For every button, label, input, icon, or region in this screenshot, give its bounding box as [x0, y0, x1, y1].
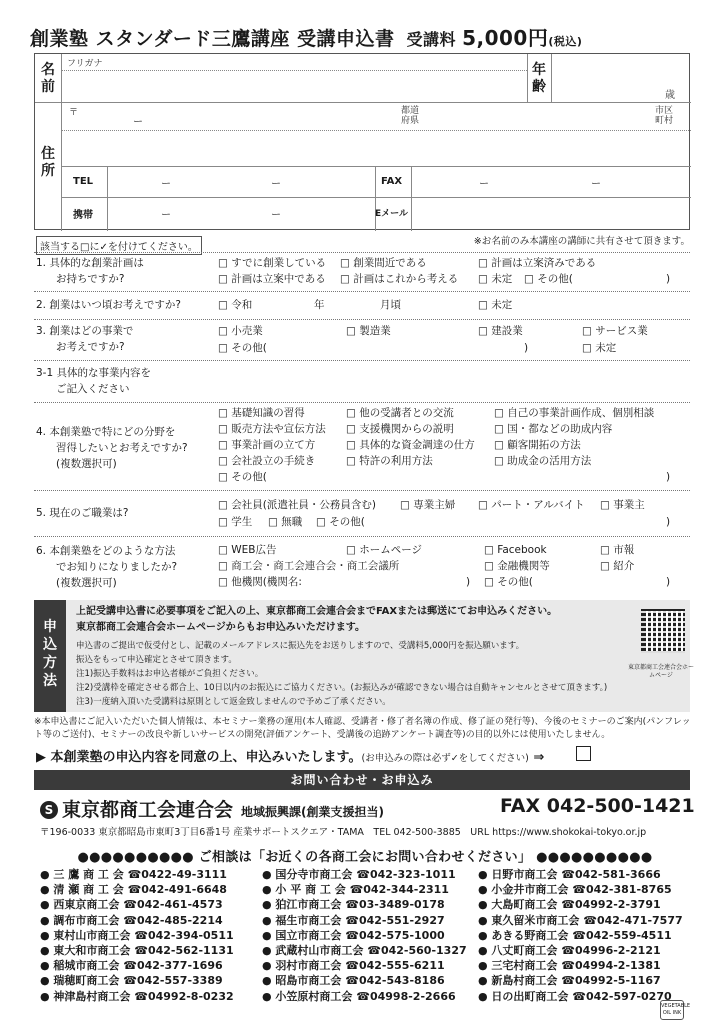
- chamber-item: ● 羽村市商工会 ☎042-555-6211: [262, 959, 445, 973]
- email-label: Eメール: [375, 209, 408, 219]
- fax-dash-1: ー: [479, 179, 489, 190]
- q3-opt-other[interactable]: □ その他(: [218, 342, 267, 354]
- q6-opt-homepage[interactable]: □ ホームページ: [346, 544, 423, 556]
- q1-label-line1: 1. 具体的な創業計画は: [36, 257, 144, 269]
- chamber-item: ● 新島村商工会 ☎04992-5-1167: [478, 974, 661, 988]
- qr-caption: 東京都商工会連合会ホームページ: [627, 664, 694, 679]
- q4-opt-consulting[interactable]: □ 自己の事業計画作成、個別相談: [494, 407, 655, 419]
- q5-opt-other-close: ): [666, 516, 671, 528]
- age-label: 年齢: [532, 62, 546, 95]
- chamber-item: ● 調布市商工会 ☎042-485-2214: [40, 913, 223, 927]
- agree-small: (お申込みの際は必ず✓をしてください): [361, 753, 529, 764]
- apply-note1: 注1)振込手数料はお申込者様がご負担ください。: [76, 669, 264, 679]
- q1-opt-other[interactable]: □ その他(: [524, 273, 573, 285]
- q4-opt-support[interactable]: □ 支援機関からの説明: [346, 423, 454, 435]
- q6-opt-bank[interactable]: □ 金融機関等: [484, 560, 550, 572]
- q31-label-line1: 3-1 具体的な事業内容を: [36, 367, 151, 379]
- privacy-note: ※本申込書にご記入いただいた個人情報は、本セミナー業務の運用(本人確認、受講者・修了者名簿の作成、修了証の発行等)、今後のセミナーのご案内(パンフレット等のご送付)、セミナーの改良や新しいサービスの開発(評価アンケート、受講後の追跡アンケート調査等)の目的以外には使用いたしません。: [34, 717, 691, 740]
- q2-year-label: 年: [314, 299, 325, 311]
- chamber-item: ● 東村山市商工会 ☎042-394-0511: [40, 928, 234, 942]
- fee-tax: (税込): [548, 35, 583, 48]
- age-unit: 歳: [665, 90, 675, 101]
- q4-opt-customers[interactable]: □ 顧客開拓の方法: [494, 439, 581, 451]
- mobile-label: 携帯: [73, 210, 93, 221]
- apply-line2: 東京都商工会連合会ホームページからもお申込みいただけます。: [76, 622, 365, 633]
- q5-opt-student[interactable]: □ 学生: [218, 516, 253, 528]
- q1-opt-undecided[interactable]: □ 未定: [478, 273, 513, 285]
- q4-opt-other[interactable]: □ その他(: [218, 471, 267, 483]
- contact-bar: お問い合わせ・お申込み: [34, 770, 690, 790]
- check-hint: 該当する□に✓を付けてください。: [36, 236, 202, 255]
- q2-opt-reiwa[interactable]: □ 令和: [218, 299, 253, 311]
- page-title: [30, 22, 582, 51]
- chamber-item: ● 西東京商工会 ☎042-461-4573: [40, 898, 223, 912]
- q1-opt-planning[interactable]: □ 計画は立案中である: [218, 273, 326, 285]
- q5-opt-homemaker[interactable]: □ 専業主婦: [400, 499, 456, 511]
- fax-input[interactable]: [415, 168, 687, 194]
- name-input[interactable]: [69, 74, 519, 100]
- q4-opt-patent[interactable]: □ 特許の利用方法: [346, 455, 433, 467]
- chamber-item: ● 三宅村商工会 ☎04994-2-1381: [478, 959, 661, 973]
- chamber-col2: [262, 867, 467, 1004]
- q3-opt-retail[interactable]: □ 小売業: [218, 325, 263, 337]
- q4-label-line2: 習得したいとお考えですか?: [56, 442, 188, 454]
- org-name: [40, 795, 384, 822]
- q1-opt-other-close: ): [666, 273, 671, 285]
- address-input[interactable]: [69, 134, 679, 158]
- chamber-item: ● 清 瀬 商 工 会 ☎042-491-6648: [40, 883, 227, 897]
- q3-label: [36, 323, 133, 355]
- applicant-form: [34, 53, 690, 230]
- q6-opt-chamber[interactable]: □ 商工会・商工会連合会・商工会議所: [218, 560, 400, 572]
- chamber-item: ● 東大和市商工会 ☎042-562-1131: [40, 944, 234, 958]
- q6-opt-city-news[interactable]: □ 市報: [600, 544, 635, 556]
- vegetable-ink-mark: VEGETABLE OIL INK: [660, 1000, 684, 1020]
- contact-fax: FAX 042-500-1421: [500, 795, 695, 817]
- postal-mark: 〒: [69, 108, 79, 118]
- chamber-item: ● 小金井市商工会 ☎042-381-8765: [478, 883, 672, 897]
- chamber-item: ● 八丈町商工会 ☎04996-2-2121: [478, 944, 661, 958]
- q3-label-line2: お考えですか?: [56, 341, 125, 353]
- q6-opt-other-close: ): [666, 576, 671, 588]
- q2-opt-undecided[interactable]: □ 未定: [478, 299, 513, 311]
- apply-note2: 注2)受講枠を確定させる都合上、10日以内のお振込にご協力ください。(お振込みが確認できない場合は自動キャンセルとさせて頂きます。): [76, 683, 608, 693]
- q5-label: 5. 現在のご職業は?: [36, 507, 129, 519]
- chamber-item: ● あきる野商工会 ☎042-559-4511: [478, 928, 672, 942]
- q6-opt-other-org[interactable]: □ 他機関(機関名:: [218, 576, 302, 588]
- apply-line4: 振込をもって申込確定とさせて頂きます。: [76, 655, 237, 665]
- agree-text: ▶ 本創業塾の申込内容を同意の上、申込みいたします。: [36, 750, 362, 765]
- q4-opt-funding[interactable]: □ 具体的な資金調達の仕方: [346, 439, 475, 451]
- q4-label: [36, 424, 188, 472]
- org-division: 地域振興課(創業支援担当): [241, 805, 384, 819]
- org-logo-icon: S: [40, 801, 58, 819]
- city-label: 市区町村: [655, 106, 674, 126]
- chamber-item: ● 武蔵村山市商工会 ☎042-560-1327: [262, 944, 467, 958]
- agree-arrow: ⇒: [533, 750, 545, 765]
- q6-label-line3: (複数選択可): [56, 577, 117, 589]
- q6-label-line2: でお知りになりましたか?: [56, 561, 178, 573]
- mobile-dash-1: ー: [161, 210, 171, 221]
- consult-heading: ●●●●●●●●●● ご相談は「お近くの各商工会にお問い合わせください」 ●●●●●●●●●●: [77, 850, 653, 865]
- chamber-item: ● 狛江市商工会 ☎03-3489-0178: [262, 898, 445, 912]
- q4-opt-basics[interactable]: □ 基礎知識の習得: [218, 407, 305, 419]
- chamber-item: ● 日野市商工会 ☎042-581-3666: [478, 868, 661, 881]
- q31-business-input[interactable]: [218, 364, 688, 400]
- chamber-item: ● 三 鷹 商 工 会 ☎0422-49-3111: [40, 868, 227, 881]
- q3-opt-service[interactable]: □ サービス業: [582, 325, 648, 337]
- q31-label-line2: ご記入ください: [56, 383, 130, 395]
- email-input[interactable]: [415, 200, 687, 228]
- q4-label-line3: (複数選択可): [56, 458, 117, 470]
- q5-opt-owner[interactable]: □ 事業主: [600, 499, 645, 511]
- q6-opt-web-ad[interactable]: □ WEB広告: [218, 544, 277, 556]
- q3-opt-construction[interactable]: □ 建設業: [478, 325, 523, 337]
- mobile-input[interactable]: [111, 200, 371, 228]
- tel-dash-1: ー: [161, 179, 171, 190]
- q4-label-line1: 4. 本創業塾で特にどの分野を: [36, 426, 176, 438]
- chamber-item: ● 福生市商工会 ☎042-551-2927: [262, 913, 445, 927]
- q4-opt-networking[interactable]: □ 他の受講者との交流: [346, 407, 454, 419]
- apply-tag: [34, 600, 66, 712]
- q4-opt-other-close: ): [666, 471, 671, 483]
- mobile-dash-2: ー: [271, 210, 281, 221]
- chamber-item: ● 昭島市商工会 ☎042-543-8186: [262, 974, 445, 988]
- q3-opt-other-close: ): [524, 342, 529, 354]
- apply-line1: 上記受講申込書に必要事項をご記入の上、東京都商工会連合会までFAXまたは郵送にてお申込みください。: [76, 606, 558, 617]
- q4-opt-sales[interactable]: □ 販売方法や宣伝方法: [218, 423, 326, 435]
- q5-opt-parttime[interactable]: □ パート・アルバイト: [478, 499, 585, 511]
- q1-opt-later[interactable]: □ 計画はこれから考える: [340, 273, 459, 285]
- agree-checkbox[interactable]: [576, 746, 591, 761]
- chamber-item: ● 瑞穂町商工会 ☎042-557-3389: [40, 974, 223, 988]
- q3-opt-undecided[interactable]: □ 未定: [582, 342, 617, 354]
- q4-opt-incorporation[interactable]: □ 会社設立の手続き: [218, 455, 316, 467]
- q5-opt-unemployed[interactable]: □ 無職: [268, 516, 303, 528]
- tel-dash-2: ー: [271, 179, 281, 190]
- q1-label: [36, 255, 144, 287]
- q6-opt-other[interactable]: □ その他(: [484, 576, 533, 588]
- title-main: 創業塾 スタンダード三鷹講座 受講申込書: [30, 28, 395, 50]
- fax-dash-2: ー: [591, 179, 601, 190]
- q3-label-line1: 3. 創業はどの事業で: [36, 325, 134, 337]
- chamber-item: ● 稲城市商工会 ☎042-377-1696: [40, 959, 223, 973]
- chamber-item: ● 神津島村商工会 ☎04992-8-0232: [40, 989, 234, 1003]
- apply-line3: 申込書のご提出で仮受付とし、記載のメールアドレスに振込先をお送りしますので、受講料5,000円を振込願います。: [76, 641, 525, 651]
- prefecture-label: 都道府県: [401, 106, 420, 126]
- fee-text: [406, 26, 583, 50]
- chamber-item: ● 日の出町商工会 ☎042-597-0270: [478, 989, 672, 1003]
- q2-label: 2. 創業はいつ頃お考えですか?: [36, 299, 181, 311]
- q5-opt-other[interactable]: □ その他(: [316, 516, 365, 528]
- chamber-item: ● 小笠原村商工会 ☎04998-2-2666: [262, 989, 456, 1003]
- q5-opt-employee[interactable]: □ 会社員(派遣社員・公務員含む): [218, 499, 376, 511]
- chamber-item: ● 国立市商工会 ☎042-575-1000: [262, 928, 445, 942]
- agree-statement: [36, 746, 544, 765]
- q1-label-line2: お持ちですか?: [56, 273, 125, 285]
- q6-opt-other-org-close: ): [466, 576, 471, 588]
- q4-opt-subsidy[interactable]: □ 助成金の活用方法: [494, 455, 592, 467]
- q6-opt-facebook[interactable]: □ Facebook: [484, 544, 547, 556]
- org-name-text: 東京都商工会連合会: [62, 799, 234, 821]
- chamber-item: ● 大島町商工会 ☎04992-2-3791: [478, 898, 661, 912]
- age-input[interactable]: [555, 58, 665, 98]
- q4-opt-grants[interactable]: □ 国・都などの助成内容: [494, 423, 613, 435]
- apply-note3: 注3)一度納入頂いた受講料は原則として返金致しませんので予めご了承ください。: [76, 697, 391, 707]
- q31-label: [36, 365, 151, 397]
- fee-label: 受講料: [406, 30, 456, 49]
- name-label: 名前: [41, 62, 55, 95]
- fee-value: 5,000円: [462, 26, 549, 50]
- address-label: 住所: [41, 146, 55, 179]
- chamber-item: ● 国分寺市商工会 ☎042-323-1011: [262, 868, 456, 881]
- q6-label-line1: 6. 本創業塾をどのような方法: [36, 545, 176, 557]
- q4-opt-plan[interactable]: □ 事業計画の立て方: [218, 439, 316, 451]
- apply-tag-text: 申込方法: [43, 619, 57, 689]
- q2-month-label: 月頃: [380, 299, 401, 311]
- postal-dash: ー: [133, 117, 143, 128]
- q3-opt-manufacturing[interactable]: □ 製造業: [346, 325, 391, 337]
- chamber-item: ● 小 平 商 工 会 ☎042-344-2311: [262, 883, 449, 897]
- q1-opt-planned[interactable]: □ 計画は立案済みである: [478, 257, 597, 269]
- contact-address: 〒196-0033 東京都昭島市東町3丁目6番1号 産業サポートスクエア・TAMA TEL 042-500-3885 URL https://www.shokokai-tokyo.or.jp: [40, 827, 647, 838]
- share-note: ※お名前のみ本講座の講師に共有させて頂きます。: [473, 236, 690, 247]
- q6-label: [36, 543, 177, 591]
- chamber-item: ● 東久留米市商工会 ☎042-471-7577: [478, 913, 683, 927]
- q1-opt-soon[interactable]: □ 創業間近である: [340, 257, 427, 269]
- chamber-col3: [478, 867, 683, 1004]
- tel-label: TEL: [73, 176, 94, 187]
- q6-opt-referral[interactable]: □ 紹介: [600, 560, 635, 572]
- qr-code-pattern: [641, 609, 685, 653]
- furigana-label: フリガナ: [67, 59, 103, 69]
- q1-opt-started[interactable]: □ すでに創業している: [218, 257, 327, 269]
- fax-label: FAX: [381, 176, 403, 187]
- tel-input[interactable]: [111, 168, 371, 194]
- chamber-col1: [40, 867, 234, 1004]
